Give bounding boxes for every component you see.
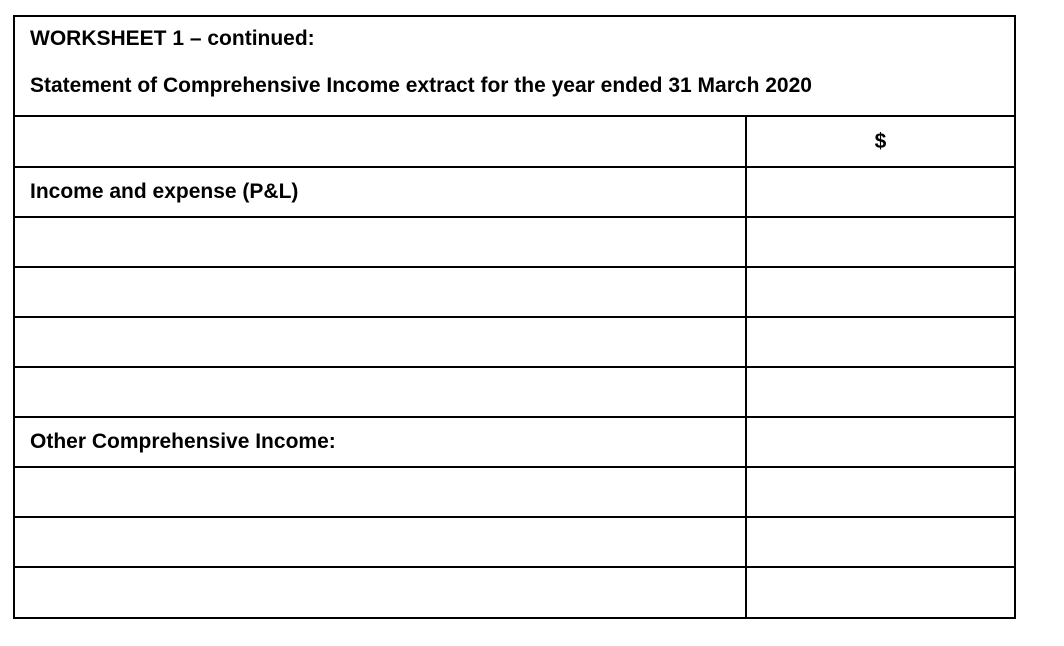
worksheet-table [13, 15, 1016, 619]
amount-cell[interactable] [746, 517, 1014, 567]
worksheet-title: WORKSHEET 1 – continued: [30, 27, 315, 50]
amount-cell[interactable] [746, 417, 1014, 467]
description-cell[interactable] [15, 517, 746, 567]
description-cell[interactable] [15, 467, 746, 517]
table-row [15, 217, 1014, 267]
description-cell[interactable] [15, 217, 746, 267]
table-row [15, 467, 1014, 517]
statement-table [15, 117, 1014, 617]
currency-column-header: $ [874, 129, 887, 153]
amount-cell[interactable] [746, 217, 1014, 267]
income-expense-section-label: Income and expense (P&L) [15, 167, 746, 217]
table-row [15, 367, 1014, 417]
statement-subtitle: Statement of Comprehensive Income extract for the year ended 31 March 2020 [30, 74, 812, 97]
worksheet-header [15, 17, 1014, 117]
table-row [15, 567, 1014, 617]
description-cell[interactable] [15, 567, 746, 617]
amount-cell[interactable] [746, 467, 1014, 517]
table-row [15, 317, 1014, 367]
amount-cell[interactable] [746, 317, 1014, 367]
amount-cell[interactable] [746, 167, 1014, 217]
amount-cell[interactable] [746, 567, 1014, 617]
table-row [15, 417, 1014, 467]
table-row [15, 517, 1014, 567]
table-header-row [15, 117, 1014, 167]
amount-cell[interactable] [746, 367, 1014, 417]
table-row [15, 267, 1014, 317]
description-cell[interactable] [15, 317, 746, 367]
description-cell[interactable] [15, 267, 746, 317]
table-row [15, 167, 1014, 217]
other-comprehensive-income-label: Other Comprehensive Income: [15, 417, 746, 467]
amount-cell[interactable] [746, 267, 1014, 317]
description-cell[interactable] [15, 367, 746, 417]
description-column-header [15, 117, 746, 167]
